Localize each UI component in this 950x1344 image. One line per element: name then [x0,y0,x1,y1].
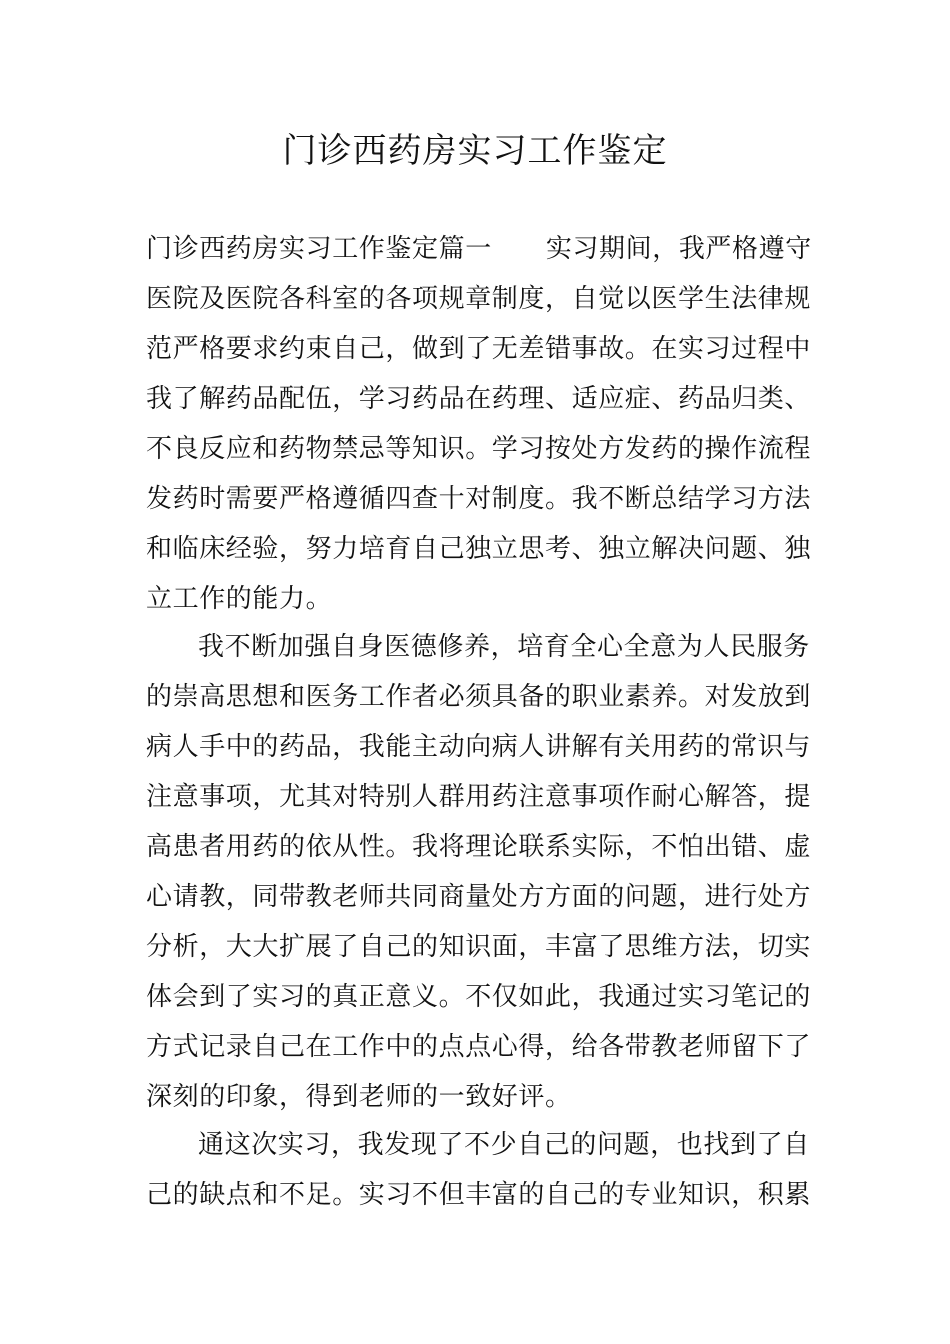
paragraph-1-line-2: 医院及医院各科室的各项规章制度，自觉以医学生法律规 [146,284,812,314]
paragraph-1-line-4: 我了解药品配伍，学习药品在药理、适应症、药品归类、 [146,384,812,414]
paragraph-1-line-8: 立工作的能力。 [146,584,333,614]
paragraph-1-line-1 [146,224,812,274]
paragraph-1-line-5: 不良反应和药物禁忌等知识。学习按处方发药的操作流程 [146,434,812,464]
paragraph-2-line-7: 分析，大大扩展了自己的知识面，丰富了思维方法，切实 [146,932,812,962]
paragraph-text: 实习期间，我严格遵守 [545,234,812,264]
paragraph-1-line-3: 范严格要求约束自己，做到了无差错事故。在实习过程中 [146,334,812,364]
paragraph-2-line-3: 病人手中的药品，我能主动向病人讲解有关用药的常识与 [146,732,812,762]
paragraph-2-line-5: 高患者用药的依从性。我将理论联系实际，不怕出错、虚 [146,832,812,862]
paragraph-3-line-1: 通这次实习，我发现了不少自己的问题，也找到了自 [198,1130,810,1160]
paragraph-1-line-7: 和临床经验，努力培育自己独立思考、独立解决问题、独 [146,534,812,564]
document-title: 门诊西药房实习工作鉴定 [282,131,668,171]
paragraph-1-line-6: 发药时需要严格遵循四查十对制度。我不断总结学习方法 [146,484,812,514]
paragraph-2-line-4: 注意事项，尤其对特别人群用药注意事项作耐心解答，提 [146,782,812,812]
paragraph-2-line-9: 方式记录自己在工作中的点点心得，给各带教老师留下了 [146,1032,812,1062]
paragraph-2-line-8: 体会到了实习的真正意义。不仅如此，我通过实习笔记的 [146,982,812,1012]
paragraph-2-line-1: 我不断加强自身医德修养，培育全心全意为人民服务 [198,632,810,662]
paragraph-2-line-10: 深刻的印象，得到老师的一致好评。 [146,1082,572,1112]
paragraph-2-line-6: 心请教，同带教老师共同商量处方方面的问题，进行处方 [146,882,812,912]
paragraph-3-line-2: 己的缺点和不足。实习不但丰富的自己的专业知识，积累 [146,1180,812,1210]
paragraph-2-line-2: 的崇高思想和医务工作者必须具备的职业素养。对发放到 [146,682,812,712]
section-heading: 门诊西药房实习工作鉴定篇一 [146,234,492,264]
